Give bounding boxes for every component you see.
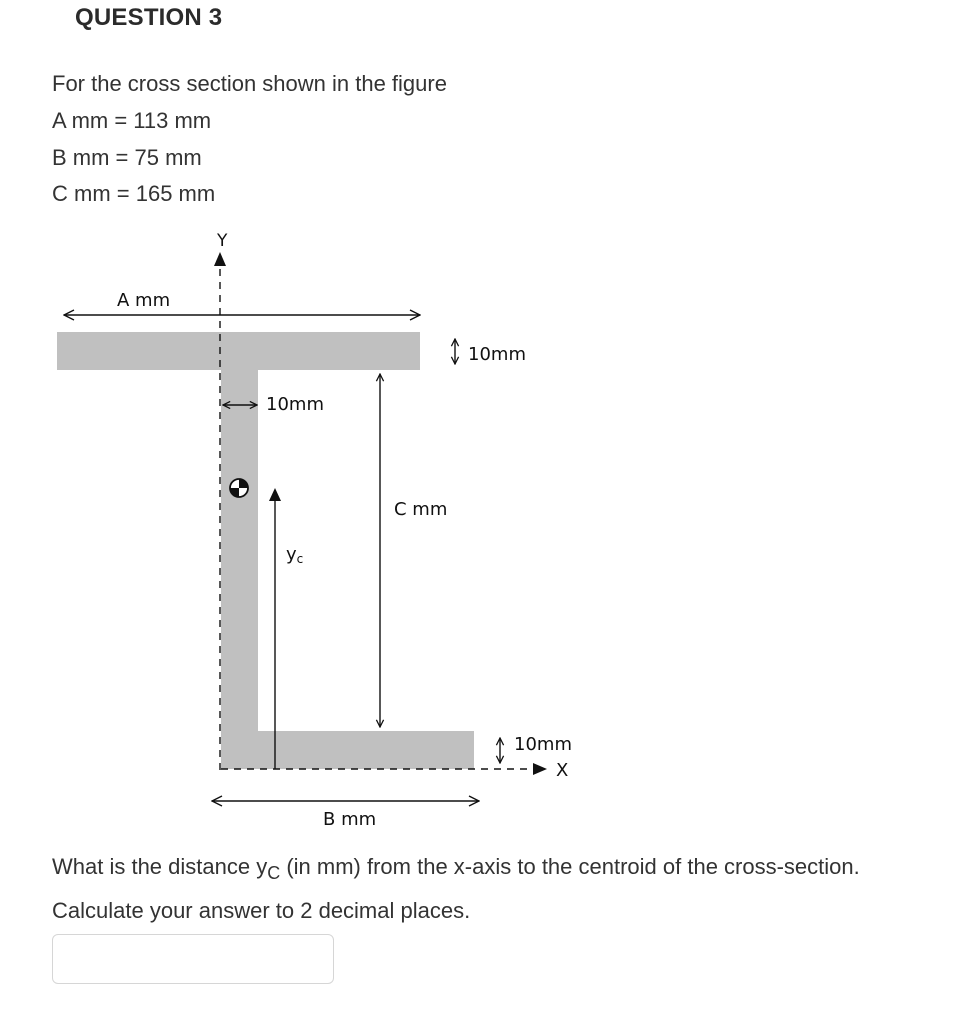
- centroid-icon: [230, 479, 248, 497]
- x-axis-label: X: [556, 760, 569, 781]
- question-title: QUESTION 3: [75, 4, 223, 31]
- question-prompt: [52, 854, 860, 883]
- prompt-subscript: C: [267, 863, 281, 883]
- question-intro: For the cross section shown in the figure: [52, 71, 447, 96]
- a-dimension-label: A mm: [117, 290, 171, 311]
- given-c: C mm = 165 mm: [52, 181, 216, 206]
- prompt-before: What is the distance y: [52, 854, 268, 879]
- answer-instruction: Calculate your answer to 2 decimal places.: [52, 898, 471, 923]
- y-axis-arrowhead: [214, 252, 226, 266]
- c-dimension-label: C mm: [394, 499, 448, 520]
- top-thickness-label: 10mm: [468, 344, 526, 365]
- bottom-thickness-label: 10mm: [514, 734, 572, 755]
- y-axis-label: Y: [217, 231, 228, 251]
- top-flange: [57, 332, 420, 370]
- prompt-after: (in mm) from the x-axis to the centroid of the cross-section.: [280, 854, 860, 879]
- cross-section-figure: [0, 220, 974, 840]
- given-b: B mm = 75 mm: [52, 145, 202, 170]
- yc-arrowhead: [269, 488, 281, 501]
- given-a: A mm = 113 mm: [52, 108, 212, 133]
- web-thickness-label: 10mm: [266, 394, 324, 415]
- answer-input[interactable]: [52, 934, 334, 984]
- yc-label: yc: [286, 544, 304, 566]
- web: [221, 370, 258, 732]
- bottom-flange: [221, 731, 474, 769]
- x-axis-arrowhead: [533, 763, 547, 775]
- b-dimension-label: B mm: [323, 809, 377, 830]
